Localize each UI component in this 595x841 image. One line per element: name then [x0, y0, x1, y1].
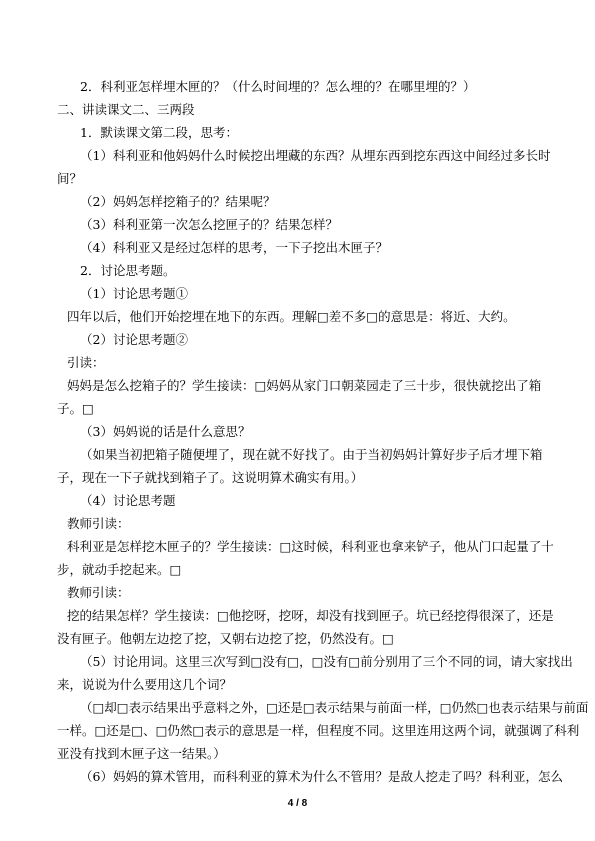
text-line: （5）讨论用词。这里三次写到□没有□，□没有□前分别用了三个不同的词，请大家找出	[80, 654, 573, 669]
text-line: 步，就动手挖起来。□	[57, 562, 182, 577]
text-line: （3）科利亚第一次怎么挖匣子的？结果怎样？	[80, 217, 338, 232]
text-line: 科利亚是怎样挖木匣子的？学生接读：□这时候，科利亚也拿来铲子，他从门口起量了十	[67, 539, 554, 554]
text-line: （4）科利亚又是经过怎样的思考，一下子挖出木匣子？	[80, 240, 388, 255]
text-line: 亚没有找到木匣子这一结果。）	[57, 746, 226, 761]
text-line: 2．科利亚怎样埋木匣的？（什么时间埋的？怎么埋的？在哪里埋的？）	[80, 79, 476, 94]
text-line: 子。□	[57, 401, 94, 416]
text-line: （□却□表示结果出乎意料之外，□还是□表示结果与前面一样，□仍然□也表示结果与前面	[80, 700, 589, 715]
text-line: （1）科利亚和他妈妈什么时候挖出埋藏的东西？从埋东西到挖东西这中间经过多长时	[80, 148, 551, 163]
text-line: 没有匣子。他朝左边挖了挖，又朝右边挖了挖，仍然没有。□	[57, 631, 394, 646]
text-line: 教师引读：	[67, 516, 130, 531]
text-line: 引读：	[67, 355, 105, 370]
page-number: 4 / 8	[287, 798, 308, 809]
text-line: 间？	[57, 171, 83, 186]
text-line: 来，说说为什么要用这几个词？	[57, 677, 233, 692]
section-heading: 二、讲读课文二、三两段	[57, 102, 195, 117]
text-line: （6）妈妈的算术管用，而科利亚的算术为什么不管用？是敌人挖走了吗？科利亚，怎么	[80, 769, 563, 784]
text-line: 四年以后，他们开始挖埋在地下的东西。理解□差不多□的意思是：将近、大约。	[67, 309, 516, 324]
text-line: （2）讨论思考题②	[80, 332, 188, 347]
text-line: （1）讨论思考题①	[80, 286, 188, 301]
text-line: （3）妈妈说的话是什么意思？	[80, 424, 251, 439]
text-line: 挖的结果怎样？学生接读：□他挖呀，挖呀，却没有找到匣子。坑已经挖得很深了，还是	[67, 608, 554, 623]
text-line: （4）讨论思考题	[80, 493, 176, 508]
text-line: 妈妈是怎么挖箱子的？学生接读：□妈妈从家门口朝菜园走了三十步，很快就挖出了箱	[67, 378, 542, 393]
text-line: 2．讨论思考题。	[80, 263, 176, 278]
text-line: （如果当初把箱子随便埋了，现在就不好找了。由于当初妈妈计算好步子后才埋下箱	[80, 447, 543, 462]
text-line: （2）妈妈怎样挖箱子的？结果呢？	[80, 194, 276, 209]
text-line: 教师引读：	[67, 585, 130, 600]
text-line: 1．默读课文第二段，思考：	[80, 125, 238, 140]
text-line: 子，现在一下子就找到箱子了。这说明算术确实有用。）	[57, 470, 364, 485]
text-line: 一样。□还是□、□仍然□表示的意思是一样，但程度不同。这里连用这两个词，就强调了科利	[57, 723, 580, 738]
